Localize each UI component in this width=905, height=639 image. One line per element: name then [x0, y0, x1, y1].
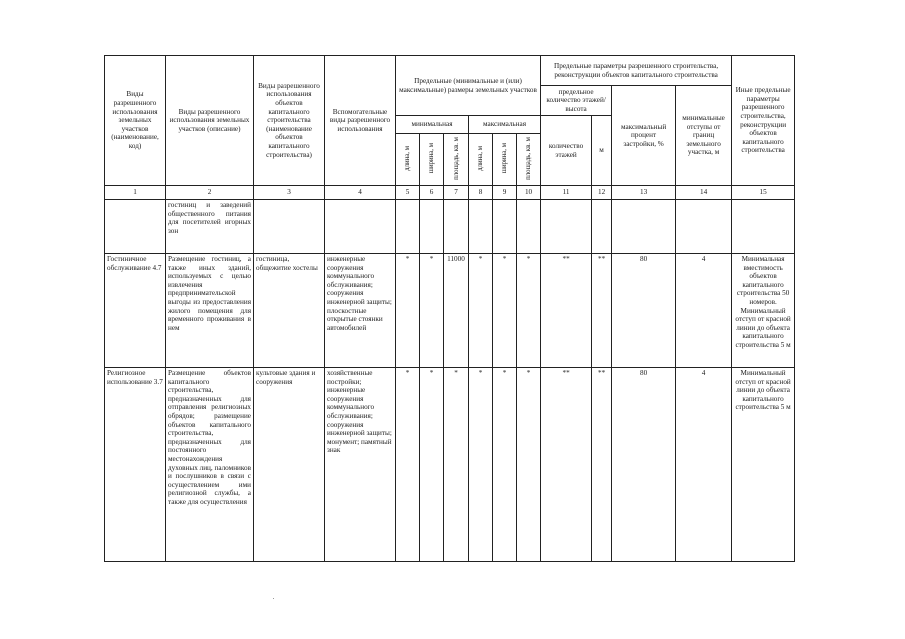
row-floor-count: **	[541, 254, 592, 368]
land-use-regulations-table	[104, 55, 795, 562]
row-auxiliary: инженерные сооружения коммунального обслуживания; сооружения инженерной защиты; плоскостные открытые стоянки автомобилей	[325, 254, 396, 368]
column-number: 4	[325, 186, 396, 200]
row-min-width: *	[420, 368, 444, 562]
row-max-width: *	[493, 368, 517, 562]
header-building-use-type: Виды разрешенного использования объектов капитального строительства (наименование объектов капитального строительства)	[254, 56, 325, 186]
column-number: 7	[444, 186, 469, 200]
header-minimum: минимальная	[396, 116, 469, 134]
column-number: 3	[254, 186, 325, 200]
row-max-coverage: 80	[612, 254, 676, 368]
row-objects: культовые здания и сооружения	[254, 368, 325, 562]
table-row	[105, 254, 795, 368]
row-max-length: *	[469, 254, 493, 368]
header-min-setback: минимальные отступы от границ земельного участка, м	[676, 86, 732, 186]
row-min-width	[420, 200, 444, 254]
row-floor-count: **	[541, 368, 592, 562]
row-min-area: 11000	[444, 254, 469, 368]
header-min-area: площадь, кв. м	[444, 134, 469, 186]
column-number: 10	[517, 186, 541, 200]
row-max-coverage: 80	[612, 368, 676, 562]
row-height	[592, 200, 612, 254]
row-min-length	[396, 200, 420, 254]
row-description: гостиниц и заведений общественного питания для посетителей игорных зон	[166, 200, 254, 254]
header-plot-size-limits: Предельные (минимальные и (или) максимальные) размеры земельных участков	[396, 56, 541, 116]
row-min-setback	[676, 200, 732, 254]
header-construction-parameters: Предельные параметры разрешенного строительства, реконструкции объектов капитального строительства	[541, 56, 732, 86]
table-row	[105, 368, 795, 562]
row-name: Гостиничное обслуживание 4.7	[105, 254, 166, 368]
row-name	[105, 200, 166, 254]
row-min-length: *	[396, 368, 420, 562]
table-row	[105, 200, 795, 254]
header-maximum: максимальная	[469, 116, 541, 134]
column-number: 15	[732, 186, 795, 200]
row-max-length	[469, 200, 493, 254]
column-number: 11	[541, 186, 592, 200]
header-max-length: длина, м	[469, 134, 493, 186]
row-description: Размещение объектов капитального строительства, предназначенных для отправления религиозных обрядов; размещение объектов капитального строительства, предназначенных для постоянного местонахождения духовных лиц, паломников и послушников в связи с осуществлением ими религиозной службы, а также для осуществления	[166, 368, 254, 562]
header-land-use-description: Виды разрешенного использования земельных участков (описание)	[166, 56, 254, 186]
column-number: 14	[676, 186, 732, 200]
row-height: **	[592, 254, 612, 368]
column-number: 5	[396, 186, 420, 200]
row-auxiliary	[325, 200, 396, 254]
row-other: Минимальная вместимость объектов капитального строительства 50 номеров. Минимальный отступ от красной линии до объекта капитального строительства 5 м	[732, 254, 795, 368]
row-min-area	[444, 200, 469, 254]
row-max-area: *	[517, 254, 541, 368]
row-max-width	[493, 200, 517, 254]
row-objects: гостиница, общежитие хостелы	[254, 254, 325, 368]
header-auxiliary-use: Вспомогательные виды разрешенного использования	[325, 56, 396, 186]
header-floor-limit: предельное количество этажей/высота	[541, 86, 612, 116]
column-number: 1	[105, 186, 166, 200]
row-max-coverage	[612, 200, 676, 254]
row-description: Размещение гостиниц, а также иных зданий, используемых с целью извлечения предпринимательской выгоды из предоставления жилого помещения для временного проживания в нем	[166, 254, 254, 368]
row-name: Религиозное использование 3.7	[105, 368, 166, 562]
column-number: 12	[592, 186, 612, 200]
column-number: 6	[420, 186, 444, 200]
scan-speck	[273, 598, 274, 599]
row-min-width: *	[420, 254, 444, 368]
row-max-width: *	[493, 254, 517, 368]
header-floor-count: количество этажей	[541, 116, 592, 186]
row-min-area: *	[444, 368, 469, 562]
header-max-coverage: максимальный процент застройки, %	[612, 86, 676, 186]
row-floor-count	[541, 200, 592, 254]
row-min-setback: 4	[676, 254, 732, 368]
row-max-length: *	[469, 368, 493, 562]
row-other: Минимальный отступ от красной линии до объекта капитального строительства 5 м	[732, 368, 795, 562]
row-max-area: *	[517, 368, 541, 562]
column-number: 2	[166, 186, 254, 200]
row-height: **	[592, 368, 612, 562]
column-number: 9	[493, 186, 517, 200]
header-min-length: длина, м	[396, 134, 420, 186]
header-min-width: ширина, м	[420, 134, 444, 186]
row-min-length: *	[396, 254, 420, 368]
row-other	[732, 200, 795, 254]
row-min-setback: 4	[676, 368, 732, 562]
row-auxiliary: хозяйственные постройки; инженерные сооружения коммунального обслуживания; сооружения инженерной защиты; монумент; памятный знак	[325, 368, 396, 562]
header-max-width: ширина, м	[493, 134, 517, 186]
header-max-area: площадь, кв. м	[517, 134, 541, 186]
column-number: 13	[612, 186, 676, 200]
row-max-area	[517, 200, 541, 254]
row-objects	[254, 200, 325, 254]
column-number-row	[105, 186, 795, 200]
header-other-parameters: Иные предельные параметры разрешенного строительства, реконструкции объектов капитального строительства	[732, 56, 795, 186]
header-land-use-type: Виды разрешенного использования земельных участков (наименование, код)	[105, 56, 166, 186]
header-meters: м	[592, 116, 612, 186]
column-number: 8	[469, 186, 493, 200]
